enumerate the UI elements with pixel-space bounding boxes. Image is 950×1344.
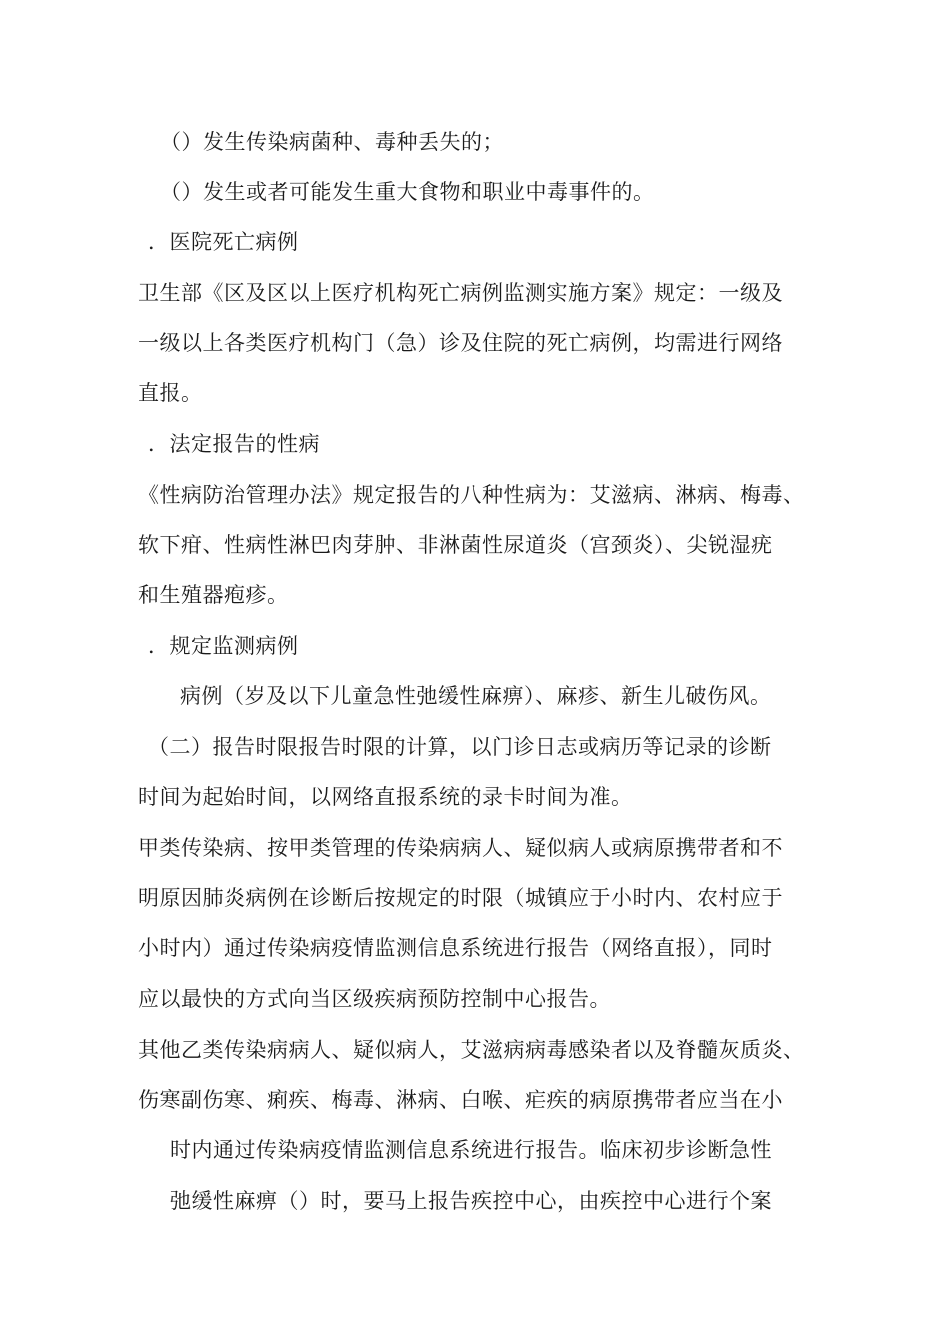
text-line: 小时内）通过传染病疫情监测信息系统进行报告（网络直报），同时 (138, 936, 773, 960)
text-line: 和生殖器疱疹。 (138, 583, 289, 607)
text-line: 伤寒副伤寒、痢疾、梅毒、淋病、白喉、疟疾的病原携带者应当在小 (138, 1088, 783, 1112)
text-line: 应以最快的方式向当区级疾病预防控制中心报告。 (138, 987, 611, 1011)
text-line: 甲类传染病、按甲类管理的传染病病人、疑似病人或病原携带者和不 (138, 836, 783, 860)
text-line: （二）报告时限报告时限的计算，以门诊日志或病历等记录的诊断 (148, 735, 772, 759)
text-line: （）发生传染病菌种、毒种丢失的； (160, 130, 504, 154)
text-line: 时间为起始时间，以网络直报系统的录卡时间为准。 (138, 785, 633, 809)
text-line: 病例（岁及以下儿童急性弛缓性麻痹）、麻疹、新生儿破伤风。 (180, 684, 772, 708)
section-heading: ．法定报告的性病 (148, 432, 320, 456)
text-line: 其他乙类传染病病人、疑似病人，艾滋病病毒感染者以及脊髓灰质炎、 (138, 1038, 805, 1062)
section-heading: ．规定监测病例 (148, 634, 299, 658)
text-line: 《性病防治管理办法》规定报告的八种性病为：艾滋病、淋病、梅毒、 (138, 483, 805, 507)
text-line: （）发生或者可能发生重大食物和职业中毒事件的。 (160, 180, 655, 204)
text-line: 弛缓性麻痹（）时，要马上报告疾控中心，由疾控中心进行个案 (170, 1189, 772, 1213)
text-line: 一级以上各类医疗机构门（急）诊及住院的死亡病例，均需进行网络 (138, 331, 783, 355)
text-line: 时内通过传染病疫情监测信息系统进行报告。临床初步诊断急性 (170, 1138, 772, 1162)
text-line: 软下疳、性病性淋巴肉芽肿、非淋菌性尿道炎（宫颈炎）、尖锐湿疣 (138, 533, 773, 557)
section-heading: ．医院死亡病例 (148, 230, 299, 254)
text-line: 明原因肺炎病例在诊断后按规定的时限（城镇应于小时内、农村应于 (138, 886, 783, 910)
text-line: 直报。 (138, 381, 203, 405)
text-line: 卫生部《区及区以上医疗机构死亡病例监测实施方案》规定：一级及 (138, 281, 783, 305)
